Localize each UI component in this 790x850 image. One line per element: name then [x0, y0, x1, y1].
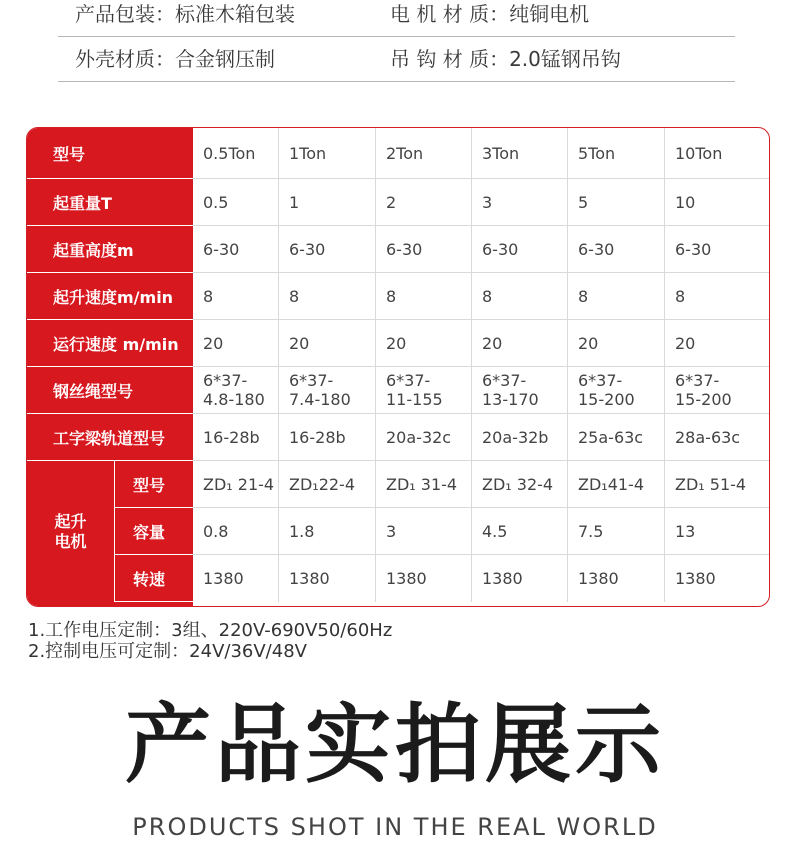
table-cell: 6*37- 7.4-180 [279, 367, 376, 414]
table-cell: 28a-63c [665, 414, 769, 461]
table-cell: 20 [193, 320, 279, 367]
table-cell: 6-30 [279, 226, 376, 273]
table-cell: 3 [376, 508, 472, 555]
spec-key: 产品包装： [75, 2, 175, 26]
row-header: 型号 [27, 128, 193, 179]
table-cell: 20 [472, 320, 568, 367]
table-cell: 3 [472, 179, 568, 226]
table-cell: 1380 [279, 555, 376, 602]
table-cell: 1380 [472, 555, 568, 602]
spec-hook-material [390, 37, 621, 81]
motor-sub-header: 转速 [115, 555, 193, 602]
spec-shell-material [75, 37, 275, 81]
table-cell: 13 [665, 508, 769, 555]
table-cell: 3Ton [472, 128, 568, 179]
table-cell: ZD₁22-4 [279, 461, 376, 508]
table-cell: 10 [665, 179, 769, 226]
motor-group-header: 起升 电机 [27, 461, 115, 602]
table-cell: 6*37- 15-200 [568, 367, 665, 414]
spec-row-1 [58, 0, 735, 37]
spec-row-2 [58, 37, 735, 82]
header-column [27, 128, 193, 606]
section-subheading: PRODUCTS SHOT IN THE REAL WORLD [132, 813, 658, 841]
spec-table [26, 127, 770, 607]
table-cell: 20a-32c [376, 414, 472, 461]
spec-motor-material [390, 0, 589, 36]
table-cell: 6*37- 4.8-180 [193, 367, 279, 414]
table-cell: ZD₁ 31-4 [376, 461, 472, 508]
note-control-voltage: 2.控制电压可定制：24V/36V/48V [28, 641, 307, 662]
table-cell: 6-30 [472, 226, 568, 273]
table-cell: 10Ton [665, 128, 769, 179]
table-cell: 7.5 [568, 508, 665, 555]
table-cell: ZD₁ 21-4 [193, 461, 279, 508]
table-cell: 6-30 [376, 226, 472, 273]
spec-key: 外壳材质： [75, 47, 175, 71]
table-cell: 5Ton [568, 128, 665, 179]
table-cell: 1380 [193, 555, 279, 602]
table-cell: 1380 [675, 569, 716, 588]
table-cell: 6-30 [193, 226, 279, 273]
spec-value: 合金钢压制 [175, 47, 275, 71]
spec-value: 纯铜电机 [509, 2, 590, 26]
row-header: 工字梁轨道型号 [27, 414, 193, 461]
row-header: 起重高度m [27, 226, 193, 273]
motor-sub-header: 型号 [115, 461, 193, 508]
motor-sub-header: 容量 [115, 508, 193, 555]
table-cell: 20 [568, 320, 665, 367]
table-cell: 1380 [376, 555, 472, 602]
table-cell: 2 [376, 179, 472, 226]
row-header: 钢丝绳型号 [27, 367, 193, 414]
table-cell: ZD₁41-4 [568, 461, 665, 508]
table-cell: 20 [279, 320, 376, 367]
notes [28, 620, 392, 662]
table-cell: 6*37- 15-200 [665, 367, 769, 414]
note-voltage: 1.工作电压定制：3组、220V-690V50/60Hz [28, 620, 393, 641]
spec-value: 标准木箱包装 [175, 2, 295, 26]
table-cell: 0.5Ton [193, 128, 279, 179]
table-cell: 1Ton [279, 128, 376, 179]
table-cell: 25a-63c [568, 414, 665, 461]
table-cell: 8 [568, 273, 665, 320]
table-cell: 20a-32b [472, 414, 568, 461]
table-cell: 6-30 [665, 226, 769, 273]
table-cell: 20 [665, 320, 769, 367]
section-heading: 产品实拍展示 [125, 695, 665, 795]
spec-packaging [75, 0, 295, 36]
table-cell: 8 [193, 273, 279, 320]
table-cell: 0.8 [193, 508, 279, 555]
table-cell: 6-30 [568, 226, 665, 273]
row-header: 起重量T [27, 179, 193, 226]
table-cell: 8 [376, 273, 472, 320]
table-cell: 16-28b [193, 414, 279, 461]
table-cell: 8 [665, 273, 769, 320]
spec-key: 电 机 材 质： [390, 2, 510, 26]
table-cell: 20 [376, 320, 472, 367]
spec-key: 吊 钩 材 质： [390, 47, 510, 71]
spec-value: 2.0锰钢吊钩 [509, 47, 621, 71]
table-cell: ZD₁ 32-4 [472, 461, 568, 508]
table-cell: 1.8 [279, 508, 376, 555]
table-cell: 1 [279, 179, 376, 226]
table-cell: 2Ton [376, 128, 472, 179]
table-cell: 6*37- 11-155 [376, 367, 472, 414]
table-cell: 1380 [568, 555, 665, 602]
table-cell: 8 [279, 273, 376, 320]
table-cell: 16-28b [279, 414, 376, 461]
table-cell: ZD₁ 51-4 [665, 461, 769, 508]
row-header: 起升速度m/min [27, 273, 193, 320]
table-cell: 0.5 [193, 179, 279, 226]
row-header: 运行速度 m/min [27, 320, 193, 367]
table-cell: 6*37- 13-170 [472, 367, 568, 414]
table-cell: 8 [472, 273, 568, 320]
table-cell: 4.5 [472, 508, 568, 555]
table-cell: 5 [568, 179, 665, 226]
